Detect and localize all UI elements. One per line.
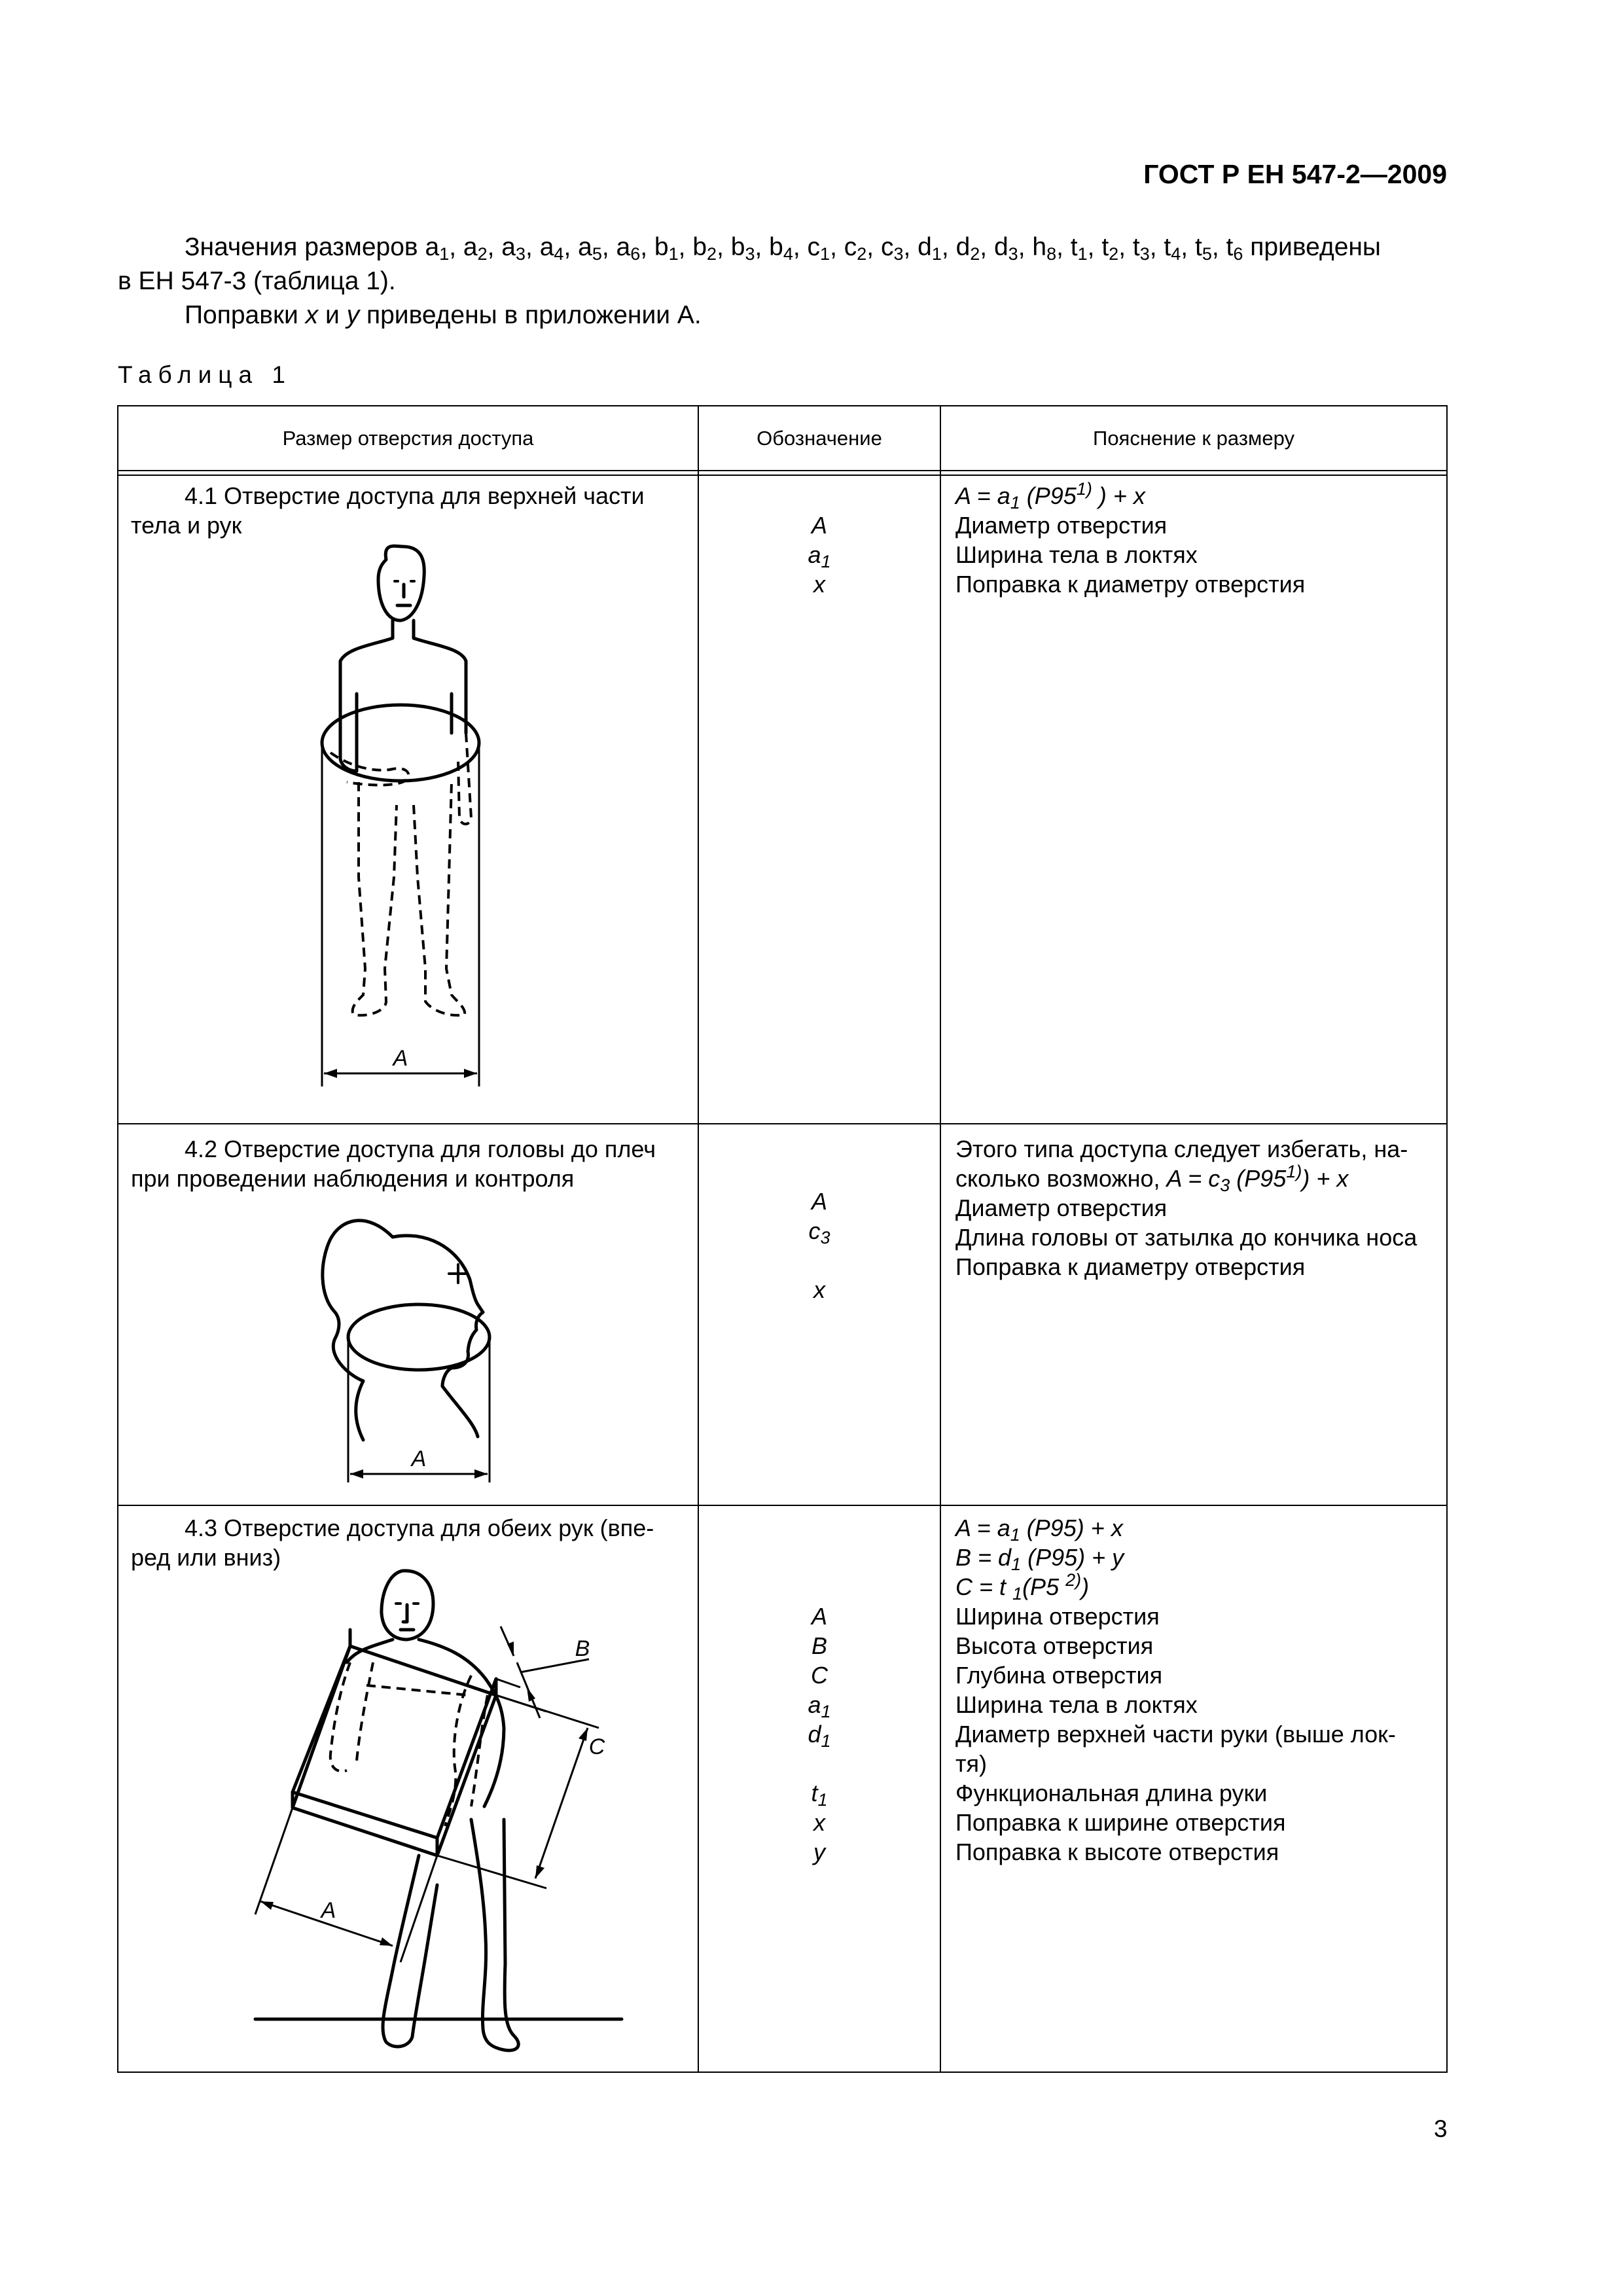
avoid-note: Этого типа доступа следует избегать, на- <box>955 1136 1408 1162</box>
size-symbol: $a_4$ <box>539 233 564 264</box>
size-symbol: $a_6$ <box>616 233 641 264</box>
explanation-item: Длина головы от затылка до кончика носа <box>955 1224 1418 1251</box>
row-4-1-formula: $A = a_1$ (P95$^{1)}$ ) + x <box>955 479 1145 512</box>
size-symbol: $c_2$ <box>844 233 867 264</box>
page-number: 3 <box>1434 2115 1448 2142</box>
correction-y: y <box>346 301 360 329</box>
explanation-item: Высота отверстия <box>955 1632 1154 1659</box>
designation-symbol: x <box>813 1809 825 1836</box>
designation-symbol: x <box>813 1276 825 1303</box>
figure-label-a: A <box>411 1446 427 1471</box>
size-symbol: $t_4$ <box>1164 233 1181 264</box>
figure-label-a: A <box>321 1898 336 1923</box>
intro-tail: приведены <box>1250 233 1381 261</box>
designation-symbol: A <box>811 1188 827 1215</box>
figure-label-a: A <box>393 1046 408 1071</box>
size-symbol: $b_2$ <box>692 233 717 264</box>
header-explanation: Пояснение к размеру <box>1093 427 1294 450</box>
table-caption: Таблица 1 <box>118 361 292 388</box>
size-symbol: $b_3$ <box>730 233 755 264</box>
designation-symbol: $t_1$ <box>811 1780 828 1810</box>
correction-x: x <box>305 301 319 329</box>
designation-symbol: $a_1$ <box>808 1691 831 1721</box>
explanation-item: Функциональная длина руки <box>955 1780 1268 1806</box>
corrections-and: и <box>325 301 340 329</box>
designation-symbol: y <box>813 1839 825 1865</box>
explanation-item: Диаметр верхней части руки (выше лок- <box>955 1721 1396 1748</box>
size-symbol: $t_3$ <box>1132 233 1150 264</box>
size-symbol-list: $a_1$, $a_2$, $a_3$, $a_4$, $a_5$, $a_6$, $b_1$, $b_2$, $b_3$, $b_4$, $c_1$, $c_2$, $c_3$, $d_1$, $d_2$, $d_3$, $h_8$, $t_1$, $t_2$, $t_3$, $t_4$, $t_5$, $t_6$ <box>425 233 1243 264</box>
figure-label-c: C <box>588 1734 605 1759</box>
size-symbol: $h_8$ <box>1032 233 1057 264</box>
explanation-item: Диаметр отверстия <box>955 1194 1168 1221</box>
size-symbol: $c_3$ <box>880 233 904 264</box>
size-symbol: $a_3$ <box>501 233 526 264</box>
size-symbol: $t_2$ <box>1101 233 1119 264</box>
size-symbol: $b_4$ <box>769 233 793 264</box>
size-symbol: $t_6$ <box>1226 233 1243 264</box>
size-symbol: $d_3$ <box>993 233 1018 264</box>
designation-symbol: C <box>811 1662 828 1689</box>
row-4-1-title: 4.1 Отверстие доступа для верхней части тела и рук <box>131 482 645 539</box>
designation-symbol: $c_3$ <box>808 1217 830 1247</box>
designation-symbol: A <box>811 512 827 539</box>
size-symbol: $t_1$ <box>1070 233 1088 264</box>
size-symbol: $b_1$ <box>654 233 679 264</box>
explanation-item: Поправка к диаметру отверстия <box>955 571 1306 598</box>
designation-symbol: $a_1$ <box>808 541 831 571</box>
corrections-tail: приведены в приложении А. <box>366 301 702 329</box>
explanation-item: Ширина тела в локтях <box>955 1691 1198 1718</box>
corrections-lead: Поправки <box>185 301 298 329</box>
size-symbol: $d_2$ <box>955 233 980 264</box>
explanation-item: Ширина отверстия <box>955 1603 1160 1630</box>
explanation-item: Поправка к высоте отверстия <box>955 1839 1279 1865</box>
size-symbol: $d_1$ <box>918 233 942 264</box>
explanation-item: Диаметр отверстия <box>955 512 1168 539</box>
row-4-2-formula: $A = c_3$ $(P95^{1)}) + x$ <box>1166 1162 1349 1195</box>
row-4-2-title: 4.2 Отверстие доступа для головы до плеч при проведении наблюдения и контроля <box>131 1136 656 1192</box>
avoid-note-cont: сколько возможно, <box>955 1165 1160 1192</box>
intro-reference: в ЕН 547-3 (таблица 1). <box>118 267 396 295</box>
figure-label-b: B <box>575 1636 590 1661</box>
intro-lead: Значения размеров <box>185 233 418 261</box>
designation-symbol: x <box>813 571 825 598</box>
document-code: ГОСТ Р ЕН 547-2—2009 <box>1143 159 1447 189</box>
size-symbol: $a_2$ <box>463 233 488 264</box>
row-4-3-formula-b: $B = d_1$ (P95) + y <box>955 1544 1124 1574</box>
row-4-3-title: 4.3 Отверстие доступа для обеих рук (впе- ред или вниз) <box>131 1515 654 1571</box>
designation-symbol: A <box>811 1603 827 1630</box>
size-symbol: $t_5$ <box>1194 233 1212 264</box>
explanation-item: Поправка к ширине отверстия <box>955 1809 1286 1836</box>
header-designation: Обозначение <box>757 427 882 450</box>
size-symbol: $a_1$ <box>425 233 450 264</box>
size-symbol: $c_1$ <box>807 233 830 264</box>
designation-symbol: B <box>811 1632 827 1659</box>
explanation-item: Ширина тела в локтях <box>955 541 1198 568</box>
size-symbol: $a_5$ <box>578 233 602 264</box>
explanation-item: Глубина отверстия <box>955 1662 1163 1689</box>
explanation-item: тя) <box>955 1750 987 1777</box>
header-opening-size: Размер отверстия доступа <box>282 427 534 450</box>
explanation-item: Поправка к диаметру отверстия <box>955 1253 1306 1280</box>
row-4-3-formula-c: C = t $_1$(P5 $^{2)}$) <box>955 1570 1090 1604</box>
row-4-3-formula-a: $A = a_1$ (P95) + x <box>955 1515 1123 1545</box>
designation-symbol: $d_1$ <box>808 1721 831 1751</box>
